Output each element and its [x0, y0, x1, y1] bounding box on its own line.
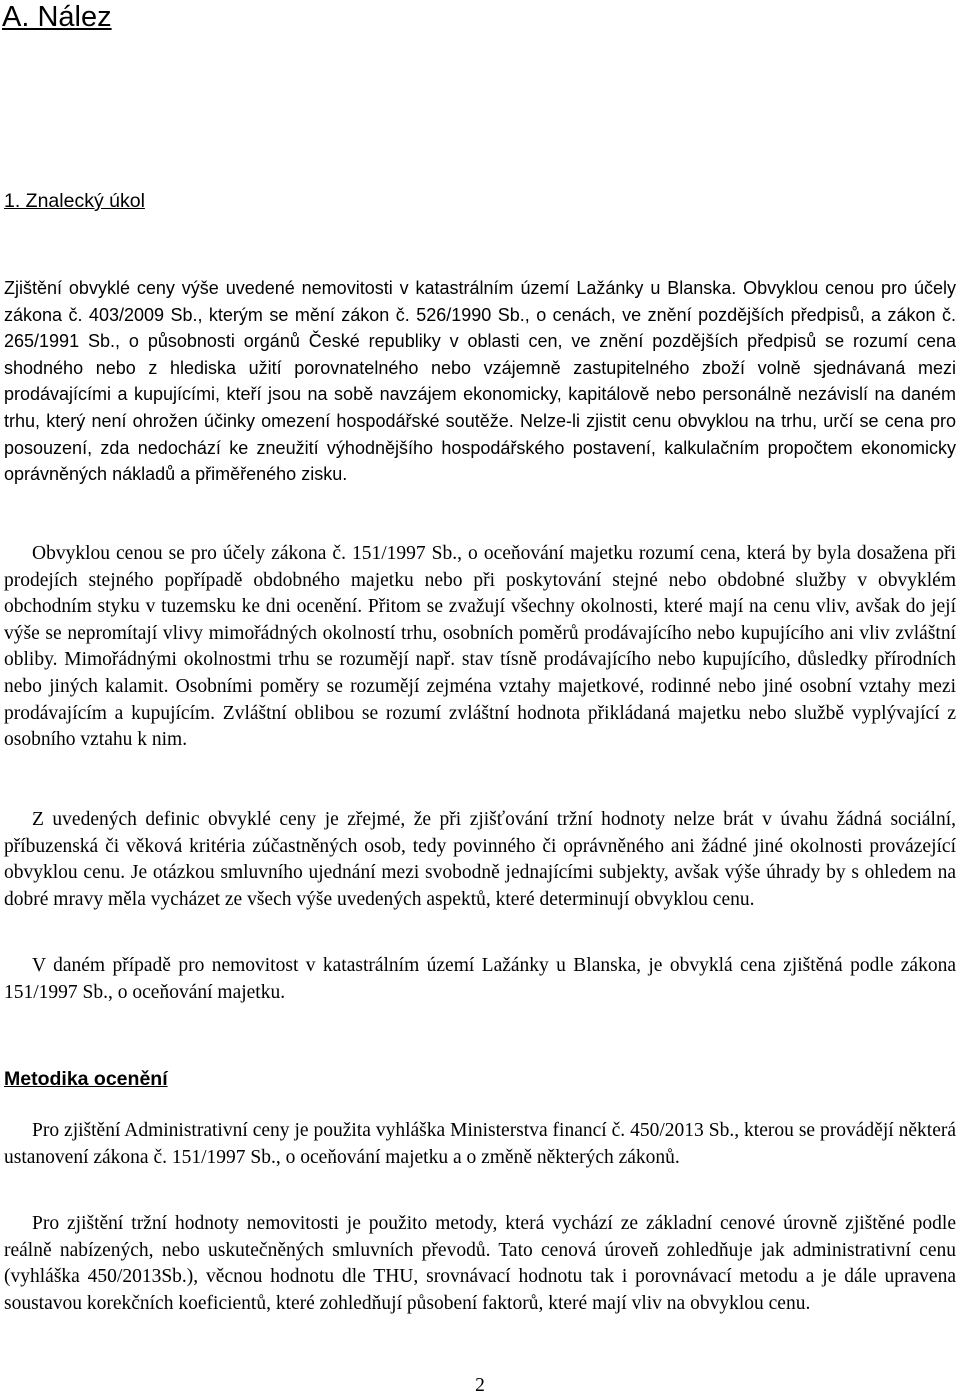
- section-heading-nalez: A. Nález: [2, 1, 112, 33]
- paragraph-conclusion: Z uvedených definic obvyklé ceny je zřejmé, že při zjišťování tržní hodnoty nelze brát v úvahu žádná sociální, příbuzenská či věková kritéria zúčastněných osob, tedy povinného či oprávněného ani žádné jiné okolnosti provázející obvyklou cenu. Je otázkou smluvního ujednání mezi svobodně jednajícími subjekty, avšak výše úhrady by s ohledem na dobré mravy měla vycházet ze všech výše uvedených aspektů, které determinují obvyklou cenu.: [4, 809, 956, 910]
- paragraph-method-market: Pro zjištění tržní hodnoty nemovitosti je použito metody, která vychází ze základní cenové úrovně zjištěné podle reálně nabízených, nebo uskutečněných smluvních převodů. Tato cenová úroveň zohledňuje jak administrativní cenu (vyhláška 450/2013Sb.), věcnou hodnotu dle THU, srovnávací hodnotu tak i porovnávací metodu a je dále upravena soustavou korekčních koeficientů, které zohledňují působení faktorů, které mají vliv na obvyklou cenu.: [4, 1213, 956, 1314]
- paragraph-definition-151: Obvyklou cenou se pro účely zákona č. 151/1997 Sb., o oceňování majetku rozumí cena, která by byla dosažena při prodejích stejného popřípadě obdobného majetku nebo při poskytování stejné nebo obdobné služby v obvyklém obchodním styku v tuzemsku ke dni ocenění. Přitom se zvažují všechny okolnosti, které mají na cenu vliv, avšak do její výše se nepromítají vlivy mimořádných okolností trhu, osobních poměrů prodávajícího nebo kupujícího ani vliv zvláštní obliby. Mimořádnými okolnostmi trhu se rozumějí např. stav tísně prodávajícího nebo kupujícího, důsledky přírodních nebo jiných kalamit. Osobními poměry se rozumějí zejména vztahy majetkové, rodinné nebo jiné osobní vztahy mezi prodávajícím a kupujícím. Zvláštní oblibou se rozumí zvláštní hodnota přikládaná majetku nebo službě vyplývající z osobního vztahu k nim.: [4, 543, 956, 751]
- paragraph-case: V daném případě pro nemovitost v katastrálním území Lažánky u Blanska, je obvyklá cena zjištěná podle zákona 151/1997 Sb., o oceňování majetku.: [4, 955, 956, 1003]
- subsection-heading-znalecky-ukol: 1. Znalecký úkol: [4, 190, 145, 212]
- paragraph-definition-403: Zjištění obvyklé ceny výše uvedené nemovitosti v katastrálním území Lažánky u Blanska. Obvyklou cenou pro účely zákona č. 403/2009 Sb., kterým se mění zákon č. 526/1990 Sb., o cenách, ve znění pozdějších předpisů, a zákon č. 265/1991 Sb., o působnosti orgánů České republiky v oblasti cen, ve znění pozdějších předpisů se rozumí cena shodného nebo z hlediska užití porovnatelného nebo vzájemně zastupitelného zboží volně sjednávaná mezi prodávajícími a kupujícími, kteří jsou na sobě navzájem ekonomicky, kapitálově nebo personálně nezávislí na daném trhu, který není ohrožen účinky omezení hospodářské soutěže. Nelze-li zjistit cenu obvyklou na trhu, určí se cena pro posouzení, zda nedochází ke zneužití výhodnějšího hospodářského postavení, kalkulačním propočtem ekonomicky oprávněných nákladů a přiměřeného zisku.: [4, 278, 956, 485]
- subsection-heading-metodika: Metodika ocenění: [4, 1068, 168, 1090]
- page-number: 2: [475, 1375, 485, 1396]
- paragraph-method-administrative: Pro zjištění Administrativní ceny je použita vyhláška Ministerstva financí č. 450/2013 Sb., kterou se provádějí některá ustanovení zákona č. 151/1997 Sb., o oceňování majetku a o změně některých zákonů.: [4, 1120, 956, 1168]
